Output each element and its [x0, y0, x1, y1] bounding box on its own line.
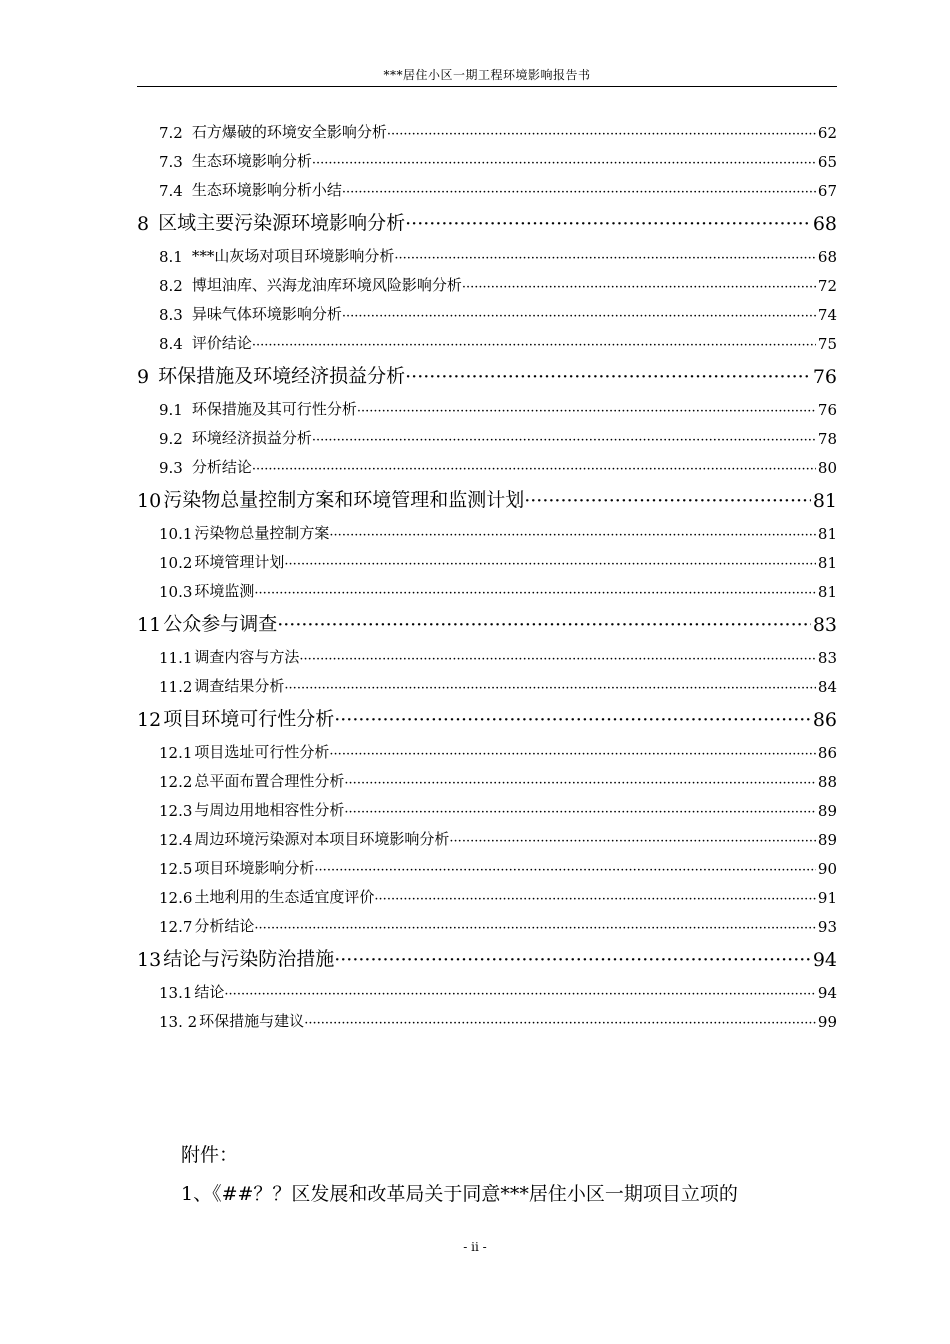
toc-entry-page: 80 [817, 459, 837, 477]
toc-section-entry[interactable] [137, 543, 837, 572]
toc-section-entry[interactable] [137, 171, 837, 200]
table-of-contents [137, 113, 837, 1031]
toc-dot-leader [252, 459, 816, 477]
toc-dot-leader [334, 709, 811, 731]
toc-entry-number: 11 [137, 614, 162, 636]
toc-entry-number: 9.3 [159, 459, 183, 477]
toc-entry-title: 污染物总量控制方案和环境管理和监测计划 [163, 489, 525, 511]
toc-entry-number: 7.2 [159, 124, 183, 142]
toc-dot-leader [304, 1013, 816, 1031]
toc-entry-title: 项目环境影响分析 [194, 859, 315, 877]
toc-chapter-entry[interactable] [137, 601, 837, 638]
toc-entry-title: 区域主要污染源环境影响分析 [158, 212, 406, 234]
toc-entry-title: 污染物总量控制方案 [194, 524, 330, 542]
toc-entry-page: 81 [817, 554, 837, 572]
toc-section-entry[interactable] [137, 878, 837, 907]
toc-entry-number: 10 [137, 490, 162, 512]
toc-entry-page: 99 [817, 1013, 837, 1031]
toc-entry-page: 89 [817, 802, 837, 820]
toc-entry-page: 86 [812, 709, 837, 731]
toc-section-entry[interactable] [137, 390, 837, 419]
toc-entry-page: 81 [817, 583, 837, 601]
toc-entry-title: 分析结论 [191, 458, 252, 476]
toc-entry-number: 12.1 [159, 744, 193, 762]
toc-entry-number: 8.4 [159, 335, 183, 353]
toc-entry-page: 89 [817, 831, 837, 849]
appendix-label: 附件： [181, 1144, 239, 1166]
toc-entry-number: 8.2 [159, 277, 183, 295]
toc-section-entry[interactable] [137, 419, 837, 448]
toc-entry-number: 8 [137, 213, 150, 235]
toc-entry-title: 项目选址可行性分析 [194, 743, 330, 761]
toc-dot-leader [405, 366, 811, 388]
toc-entry-title: 结论与污染防治措施 [163, 948, 335, 970]
toc-entry-number: 8.1 [159, 248, 183, 266]
toc-entry-title: 项目环境可行性分析 [163, 708, 335, 730]
running-header: ***居住小区一期工程环境影响报告书 [383, 68, 591, 82]
toc-entry-title: 周边环境污染源对本项目环境影响分析 [194, 830, 450, 848]
toc-section-entry[interactable] [137, 142, 837, 171]
toc-section-entry[interactable] [137, 237, 837, 266]
toc-entry-title: 分析结论 [194, 917, 255, 935]
toc-dot-leader [387, 124, 816, 142]
toc-entry-title: 调查内容与方法 [194, 648, 300, 666]
toc-chapter-entry[interactable] [137, 477, 837, 514]
toc-entry-page: 72 [817, 277, 837, 295]
toc-dot-leader [342, 306, 816, 324]
toc-entry-page: 78 [817, 430, 837, 448]
toc-entry-title: 公众参与调查 [163, 613, 278, 635]
toc-chapter-entry[interactable] [137, 200, 837, 237]
toc-dot-leader [252, 335, 816, 353]
toc-entry-number: 10.2 [159, 554, 193, 572]
toc-entry-title: 环境监测 [194, 582, 255, 600]
toc-entry-page: 81 [812, 490, 837, 512]
toc-entry-title: 异味气体环境影响分析 [191, 305, 342, 323]
toc-dot-leader [334, 949, 811, 971]
toc-entry-title: 生态环境影响分析 [191, 152, 312, 170]
toc-dot-leader [329, 525, 815, 543]
toc-section-entry[interactable] [137, 820, 837, 849]
toc-chapter-entry[interactable] [137, 353, 837, 390]
toc-entry-page: 62 [817, 124, 837, 142]
toc-entry-page: 90 [817, 860, 837, 878]
toc-entry-page: 83 [817, 649, 837, 667]
toc-entry-title: 评价结论 [191, 334, 252, 352]
toc-entry-title: 博坦油库、兴海龙油库环境风险影响分析 [191, 276, 462, 294]
toc-section-entry[interactable] [137, 448, 837, 477]
toc-dot-leader [312, 430, 816, 448]
toc-entry-page: 67 [817, 182, 837, 200]
toc-chapter-entry[interactable] [137, 696, 837, 733]
toc-dot-leader [462, 277, 816, 295]
toc-section-entry[interactable] [137, 572, 837, 601]
toc-entry-number: 9.1 [159, 401, 183, 419]
toc-section-entry[interactable] [137, 733, 837, 762]
toc-section-entry[interactable] [137, 791, 837, 820]
toc-chapter-entry[interactable] [137, 936, 837, 973]
toc-dot-leader [284, 554, 815, 572]
toc-entry-title: 环境管理计划 [194, 553, 285, 571]
toc-entry-number: 7.3 [159, 153, 183, 171]
toc-section-entry[interactable] [137, 295, 837, 324]
toc-entry-title: 结论 [194, 983, 225, 1001]
toc-entry-title: 环境经济损益分析 [191, 429, 312, 447]
toc-entry-page: 83 [812, 614, 837, 636]
toc-entry-number: 7.4 [159, 182, 183, 200]
toc-entry-page: 68 [817, 248, 837, 266]
toc-section-entry[interactable] [137, 849, 837, 878]
toc-section-entry[interactable] [137, 667, 837, 696]
toc-entry-page: 94 [817, 984, 837, 1002]
toc-entry-page: 88 [817, 773, 837, 791]
toc-section-entry[interactable] [137, 1002, 837, 1031]
toc-dot-leader [524, 490, 811, 512]
toc-entry-number: 12 [137, 709, 162, 731]
toc-entry-page: 94 [812, 949, 837, 971]
toc-entry-number: 10.1 [159, 525, 193, 543]
toc-entry-title: 环保措施及环境经济损益分析 [158, 365, 406, 387]
toc-entry-title: 环保措施及其可行性分析 [191, 400, 357, 418]
toc-entry-number: 13 [137, 949, 162, 971]
toc-entry-number: 11.2 [159, 678, 193, 696]
toc-dot-leader [254, 918, 815, 936]
toc-entry-number: 12.7 [159, 918, 193, 936]
toc-dot-leader [344, 773, 815, 791]
toc-section-entry[interactable] [137, 762, 837, 791]
toc-dot-leader [449, 831, 815, 849]
toc-entry-number: 11.1 [159, 649, 193, 667]
toc-dot-leader [224, 984, 815, 1002]
toc-entry-title: 生态环境影响分析小结 [191, 181, 342, 199]
toc-entry-title: 环保措施与建议 [199, 1012, 305, 1030]
toc-entry-page: 65 [817, 153, 837, 171]
toc-dot-leader [374, 889, 815, 907]
toc-entry-title: 总平面布置合理性分析 [194, 772, 345, 790]
toc-entry-page: 76 [812, 366, 837, 388]
toc-entry-number: 13.1 [159, 984, 193, 1002]
toc-entry-page: 93 [817, 918, 837, 936]
toc-entry-number: 12.4 [159, 831, 193, 849]
toc-entry-title: 土地利用的生态适宜度评价 [194, 888, 375, 906]
toc-dot-leader [299, 649, 815, 667]
toc-entry-page: 76 [817, 401, 837, 419]
toc-section-entry[interactable] [137, 266, 837, 295]
toc-section-entry[interactable] [137, 514, 837, 543]
toc-entry-number: 8.3 [159, 306, 183, 324]
toc-dot-leader [357, 401, 816, 419]
toc-entry-number: 9 [137, 366, 150, 388]
toc-dot-leader [284, 678, 815, 696]
toc-entry-page: 74 [817, 306, 837, 324]
toc-entry-title: 与周边用地相容性分析 [194, 801, 345, 819]
header-rule [137, 86, 837, 87]
toc-dot-leader [254, 583, 815, 601]
toc-entry-number: 12.3 [159, 802, 193, 820]
toc-entry-number: 10.3 [159, 583, 193, 601]
toc-section-entry[interactable] [137, 324, 837, 353]
toc-entry-page: 91 [817, 889, 837, 907]
toc-dot-leader [394, 248, 816, 266]
toc-entry-page: 68 [812, 213, 837, 235]
toc-dot-leader [344, 802, 815, 820]
page-number: - ii - [463, 1240, 487, 1254]
toc-entry-number: 12.6 [159, 889, 193, 907]
toc-entry-number: 13. 2 [159, 1013, 198, 1031]
toc-entry-title: 调查结果分析 [194, 677, 285, 695]
toc-dot-leader [405, 213, 811, 235]
toc-entry-page: 81 [817, 525, 837, 543]
toc-entry-number: 9.2 [159, 430, 183, 448]
toc-section-entry[interactable] [137, 973, 837, 1002]
toc-entry-number: 12.5 [159, 860, 193, 878]
toc-section-entry[interactable] [137, 907, 837, 936]
toc-entry-page: 84 [817, 678, 837, 696]
toc-entry-number: 12.2 [159, 773, 193, 791]
toc-entry-page: 75 [817, 335, 837, 353]
toc-entry-title: ***山灰场对项目环境影响分析 [191, 247, 395, 265]
toc-dot-leader [314, 860, 815, 878]
toc-dot-leader [329, 744, 815, 762]
toc-dot-leader [312, 153, 816, 171]
toc-dot-leader [342, 182, 816, 200]
toc-entry-page: 86 [817, 744, 837, 762]
toc-dot-leader [277, 614, 811, 636]
toc-section-entry[interactable] [137, 113, 837, 142]
toc-section-entry[interactable] [137, 638, 837, 667]
toc-entry-title: 石方爆破的环境安全影响分析 [191, 123, 387, 141]
appendix-item: 1、《##？？区发展和改革局关于同意***居住小区一期项目立项的 [181, 1183, 738, 1205]
